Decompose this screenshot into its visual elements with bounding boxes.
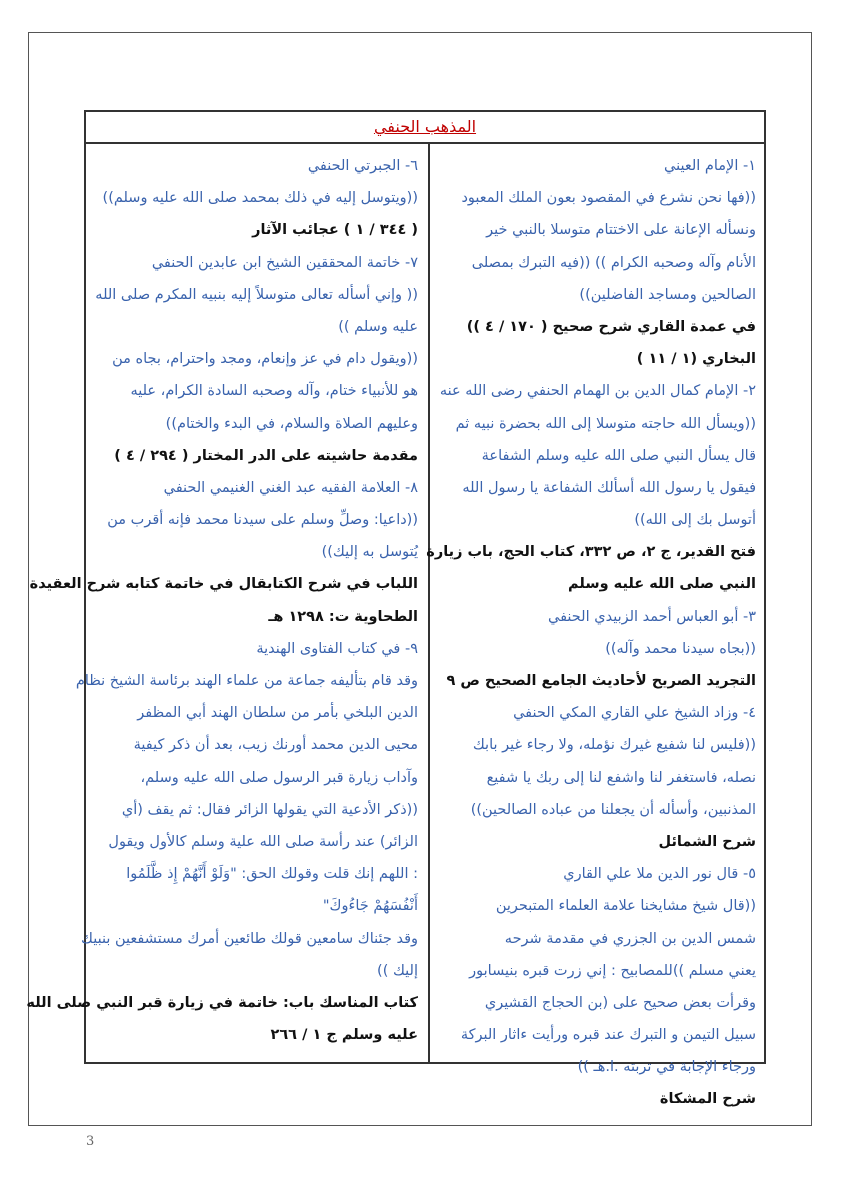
text-line: عليه وسلم )) <box>338 318 418 335</box>
text-line: ورجاء الإجابة في تربته .ا.هـ )) <box>577 1059 756 1076</box>
text-line: نصله، فاستغفر لنا واشفع لنا إلى ربك يا شفيع <box>486 769 756 786</box>
text-line: وقد قام بتأليفه جماعة من علماء الهند برئاسة الشيخ نظام <box>75 673 418 689</box>
text-line: في عمدة القاري شرح صحيح ( ١٧٠ / ٤ )) <box>466 318 756 335</box>
text-line: ٧- خاتمة المحققين الشيخ ابن عابدين الحنفي <box>151 254 418 271</box>
right-column <box>426 144 764 1108</box>
text-line: مقدمة حاشيته على الدر المختار ( ٢٩٤ / ٤ ) <box>114 447 418 464</box>
text-line: أتوسل بك إلى الله)) <box>634 512 756 529</box>
text-line: ٦- الجبرتي الحنفي <box>307 158 418 174</box>
text-line: (( وإني أسأله تعالى متوسلاً إليه بنبيه المكرم صلى الله <box>95 286 418 303</box>
text-line: قال يسأل النبي صلى الله عليه وسلم الشفاعة <box>481 447 756 464</box>
text-line: ((بجاه سيدنا محمد وآله)) <box>605 640 756 657</box>
text-line: الزائر) عند رأسة صلى الله علية وسلم كالأول ويقول <box>108 833 418 850</box>
text-line: وآداب زيارة قبر الرسول صلى الله عليه وسلم، <box>140 769 418 786</box>
text-line: شرح المشكاة <box>659 1091 756 1108</box>
text-line: عليه وسلم ج ١ / ٢٦٦ <box>270 1027 418 1044</box>
left-column <box>26 144 426 1062</box>
text-line: ((فها نحن نشرع في المقصود بعون الملك المعبود <box>461 190 756 207</box>
text-line: ((قال شيخ مشايخنا علامة العلماء المتبحرين <box>495 898 756 915</box>
text-line: ((ويقول دام في عز وإنعام، ومجد واحترام، بجاه من <box>112 351 418 368</box>
text-line: ٢- الإمام كمال الدين بن الهمام الحنفي رضى الله عنه <box>439 383 756 400</box>
text-line: محيى الدين محمد أورنك زيب، بعد أن ذكر كيفية <box>133 737 418 754</box>
text-line: ((داعيا: وصلِّ وسلم على سيدنا محمد فإنه أقرب من <box>107 512 418 529</box>
text-line: الدين البلخي بأمر من سلطان الهند أبي المظفر <box>137 705 418 722</box>
text-line: الطحاوية ت: ١٢٩٨ هـ <box>268 608 418 625</box>
text-line: ((فليس لنا شفيع غيرك نؤمله، ولا رجاء غير بابك <box>472 737 756 754</box>
text-line: ونسأله الإعانة على الاختتام متوسلا بالنبي خير <box>486 222 756 239</box>
text-line: ( ٣٤٤ / ١ ) عجائب الآثار <box>252 222 418 239</box>
text-line: وعليهم الصلاة والسلام، في البدء والختام)) <box>165 415 418 432</box>
section-title: المذهب الحنفي <box>373 117 477 136</box>
text-line: وقد جئناك سامعين قولك طائعين أمرك مستشفعين بنبيك <box>81 930 418 947</box>
text-line: يُتوسل به إليك)) <box>321 544 418 561</box>
text-line: وقرأت بعض صحيح على (بن الحجاج القشيري <box>484 994 756 1011</box>
text-line: : اللهم إنك قلت وقولك الحق: "وَلَوْ أَنَّهُمْ إِذ ظَّلَمُوا <box>126 866 418 883</box>
text-line: التجريد الصريح لأحاديث الجامع الصحيح ص ٩ <box>446 673 756 689</box>
text-line: ((ويتوسل إليه في ذلك بمحمد صلى الله عليه وسلم)) <box>102 190 418 207</box>
text-line: إليك )) <box>377 962 418 979</box>
text-line: المذنبين، وأسأله أن يجعلنا من عباده الصالحين)) <box>470 801 756 818</box>
text-line: البخاري (١ / ١١ ) <box>636 351 756 368</box>
text-line: ((ذكر الأدعية التي يقولها الزائر فقال: ثم يقف (أي <box>121 801 418 818</box>
text-line: ((ويسأل الله حاجته متوسلا إلى الله بحضرة نبيه ثم <box>455 415 756 432</box>
text-line: ٣- أبو العباس أحمد الزبيدي الحنفي <box>548 608 756 625</box>
text-line: شرح الشمائل <box>658 833 756 850</box>
text-line: أَنْفُسَهُمْ جَاءُوكَ" <box>322 898 418 915</box>
text-line: يعني مسلم ))للمصابيح : إني زرت قبره بنيسابور <box>469 962 756 979</box>
text-line: النبي صلى الله عليه وسلم <box>568 576 756 593</box>
page-number: 3 <box>86 1134 95 1149</box>
text-line: فتح القدير، ج ٢، ص ٣٣٢، كتاب الحج، باب زيارة <box>426 544 756 561</box>
text-line: سبيل التيمن و التبرك عند قبره ورأيت ءاثار البركة <box>460 1027 756 1044</box>
text-line: الصالحين ومساجد الفاضلين)) <box>579 286 756 303</box>
text-line: ٨- العلامة الفقيه عبد الغني الغنيمي الحنفي <box>163 479 418 496</box>
text-line: فيقول يا رسول الله أسألك الشفاعة يا رسول الله <box>462 479 756 496</box>
content-table <box>26 110 766 1108</box>
text-line: كتاب المناسك باب: خاتمة في زيارة قبر النبي صلى الله <box>26 994 418 1011</box>
text-line: اللباب في شرح الكتابقال في خاتمة كتابه شرح العقيدة <box>29 576 418 593</box>
text-line: ١- الإمام العيني <box>664 158 756 174</box>
text-line: ٩- في كتاب الفتاوى الهندية <box>256 640 418 657</box>
text-line: شمس الدين بن الجزري في مقدمة شرحه <box>504 930 756 947</box>
text-line: ٥- قال نور الدين ملا علي القاري <box>563 866 756 883</box>
text-line: هو للأنبياء ختام، وآله وصحبه السادة الكرام، عليه <box>130 383 418 400</box>
text-line: ٤- وزاد الشيخ علي القاري المكي الحنفي <box>513 705 756 722</box>
table-title-row <box>86 112 764 144</box>
text-line: الأنام وآله وصحبه الكرام )) ((فيه التبرك بمصلى <box>471 254 756 271</box>
